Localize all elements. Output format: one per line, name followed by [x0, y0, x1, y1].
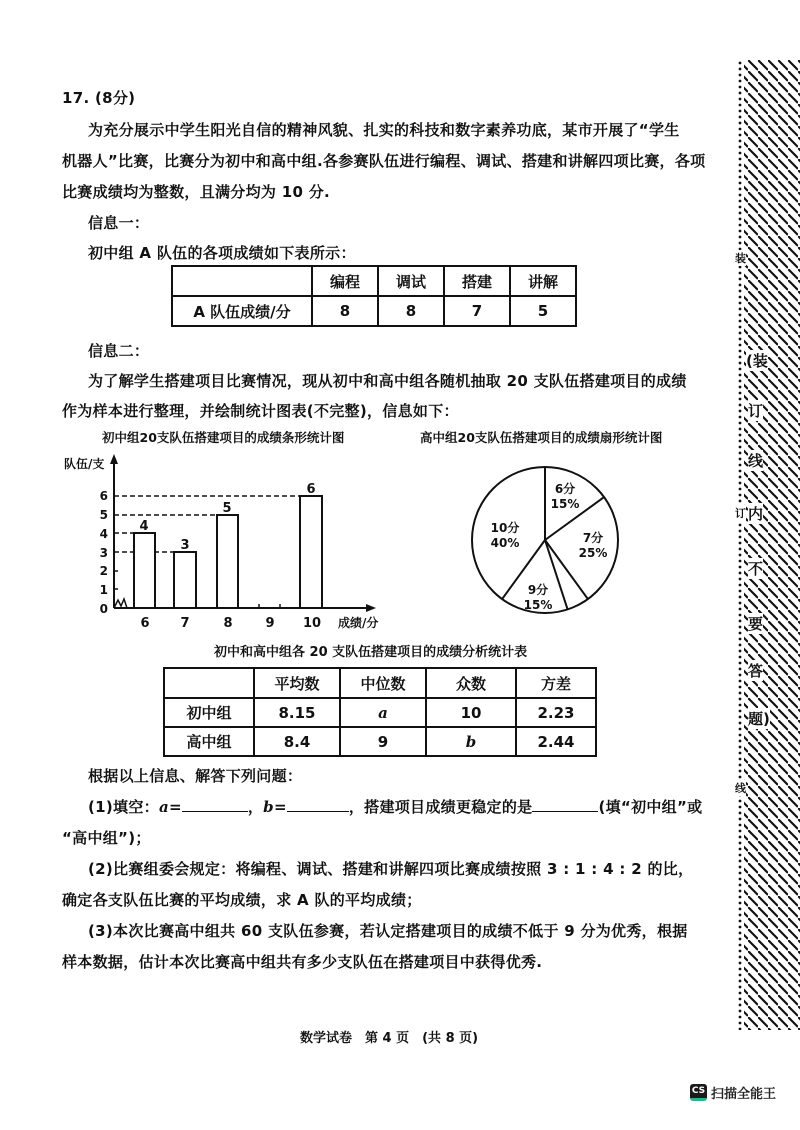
q2-line-2: 确定各支队伍比赛的平均成绩，求 A 队的平均成绩；: [62, 891, 422, 909]
info2-label: 信息二：: [88, 342, 150, 360]
question-number: 17. (8分): [62, 89, 136, 107]
binding-char: 装: [735, 252, 746, 265]
header-variance: 方差: [516, 668, 596, 698]
bar-6: [134, 533, 155, 608]
svg-text:4: 4: [139, 519, 149, 534]
svg-text:6: 6: [140, 616, 150, 631]
table-row: [164, 698, 596, 727]
bar-7: [174, 552, 196, 608]
svg-text:7: 7: [180, 616, 190, 631]
svg-text:3: 3: [180, 538, 190, 553]
svg-text:队伍/支: 队伍/支: [64, 457, 105, 471]
info2-line-2: 作为样本进行整理，并绘制统计图表(不完整)，信息如下：: [62, 402, 459, 420]
answer-blank-stable-group[interactable]: [532, 797, 598, 812]
analysis-table: [163, 667, 597, 757]
svg-text:10分: 10分: [490, 521, 520, 535]
svg-text:9: 9: [265, 616, 275, 631]
svg-text:4: 4: [99, 527, 108, 541]
cell-median: a: [340, 698, 426, 727]
svg-text:3: 3: [99, 546, 108, 560]
svg-text:6: 6: [306, 482, 316, 497]
row-label-senior: 高中组: [164, 727, 254, 756]
score-cell: 5: [510, 296, 576, 326]
cell-variance: 2.44: [516, 727, 596, 756]
header-programming: 编程: [312, 266, 378, 296]
binding-char: 线: [735, 782, 746, 795]
pie-chart-title: 高中组20支队伍搭建项目的成绩扇形统计图: [420, 430, 663, 445]
header-presentation: 讲解: [510, 266, 576, 296]
row-label-junior: 初中组: [164, 698, 254, 727]
row-label-team-a: A 队伍成绩/分: [172, 296, 312, 326]
cell-median: 9: [340, 727, 426, 756]
score-cell: 7: [444, 296, 510, 326]
svg-text:5: 5: [99, 508, 108, 522]
svg-text:5: 5: [222, 501, 232, 516]
watermark-text: 扫描全能王: [711, 1087, 777, 1102]
q3-line-2: 样本数据，估计本次比赛高中组共有多少支队伍在搭建项目中获得优秀.: [62, 953, 543, 971]
info1-text: 初中组 A 队伍的各项成绩如下表所示：: [88, 244, 356, 262]
cell-mode: 10: [426, 698, 516, 727]
svg-text:6: 6: [99, 489, 108, 503]
table-corner: [172, 266, 312, 296]
svg-text:9分: 9分: [527, 583, 549, 597]
scanner-watermark: [690, 1083, 776, 1102]
bar-8: [217, 515, 238, 608]
binding-note: 题): [748, 710, 770, 728]
cell-variance: 2.23: [516, 698, 596, 727]
svg-text:成绩/分: 成绩/分: [338, 616, 379, 630]
svg-text:15%: 15%: [550, 497, 580, 511]
header-median: 中位数: [340, 668, 426, 698]
score-cell: 8: [312, 296, 378, 326]
pie-chart: [460, 455, 635, 625]
q1-line-2: “高中组”)；: [62, 829, 151, 847]
bar-10: [300, 496, 322, 608]
svg-text:1: 1: [99, 583, 108, 597]
svg-text:10: 10: [302, 616, 322, 631]
table-corner: [164, 668, 254, 698]
answer-blank-a[interactable]: [182, 797, 248, 812]
info2-line-1: 为了解学生搭建项目比赛情况，现从初中和高中组各随机抽取 20 支队伍搭建项目的成绩: [88, 372, 687, 390]
bar-chart: [60, 448, 400, 638]
header-mean: 平均数: [254, 668, 340, 698]
binding-char: 订: [735, 507, 746, 520]
binding-note: 线: [748, 452, 764, 470]
intro-line-1: 为充分展示中学生阳光自信的精神风貌、扎实的科技和数字素养功底，某市开展了“学生: [88, 121, 680, 139]
score-cell: 8: [378, 296, 444, 326]
q2-line-1: (2)比赛组委会规定：将编程、调试、搭建和讲解四项比赛成绩按照 3 : 1 : 4 : 2 的比，: [88, 860, 694, 878]
svg-text:15%: 15%: [523, 598, 553, 612]
svg-text:40%: 40%: [490, 536, 520, 550]
binding-margin: [735, 60, 800, 1030]
intro-line-3: 比赛成绩均为整数，且满分均为 10 分.: [62, 183, 331, 201]
binding-note: 订: [748, 402, 764, 420]
binding-note: 不: [748, 560, 764, 578]
bar-chart-title: 初中组20支队伍搭建项目的成绩条形统计图: [102, 430, 345, 445]
header-mode: 众数: [426, 668, 516, 698]
questions-lead: 根据以上信息、解答下列问题：: [88, 767, 303, 785]
svg-text:6分: 6分: [554, 482, 576, 496]
y-axis-arrow-icon: [110, 454, 118, 464]
svg-text:0: 0: [99, 602, 108, 616]
svg-text:2: 2: [99, 564, 108, 578]
svg-text:7分: 7分: [582, 531, 604, 545]
binding-note: 内: [748, 505, 764, 523]
header-debugging: 调试: [378, 266, 444, 296]
info1-label: 信息一：: [88, 214, 150, 232]
svg-text:8: 8: [223, 616, 233, 631]
binding-note: 答: [748, 662, 764, 680]
binding-note: (装: [746, 352, 768, 370]
page-footer: 数学试卷 第 4 页 (共 8 页): [300, 1031, 479, 1046]
x-axis-arrow-icon: [366, 604, 376, 612]
svg-text:25%: 25%: [578, 546, 608, 560]
q3-line-1: (3)本次比赛高中组共 60 支队伍参赛，若认定搭建项目的成绩不低于 9 分为优秀，根据: [88, 922, 688, 940]
binding-note: 要: [748, 615, 764, 633]
cell-mode: b: [426, 727, 516, 756]
team-a-score-table: [171, 265, 577, 327]
intro-line-2: 机器人”比赛，比赛分为初中和高中组.各参赛队伍进行编程、调试、搭建和讲解四项比赛，各项: [62, 152, 706, 170]
q1-line-1: (1)填空：a= ，b= ，搭建项目成绩更稳定的是 (填“初中组”或: [88, 798, 703, 816]
cell-mean: 8.15: [254, 698, 340, 727]
binding-hatch-pattern: [738, 60, 800, 1030]
table-row: [164, 727, 596, 756]
camscanner-logo-icon: CS: [690, 1084, 707, 1101]
answer-blank-b[interactable]: [287, 797, 349, 812]
analysis-table-title: 初中和高中组各 20 支队伍搭建项目的成绩分析统计表: [214, 645, 528, 660]
header-building: 搭建: [444, 266, 510, 296]
cell-mean: 8.4: [254, 727, 340, 756]
